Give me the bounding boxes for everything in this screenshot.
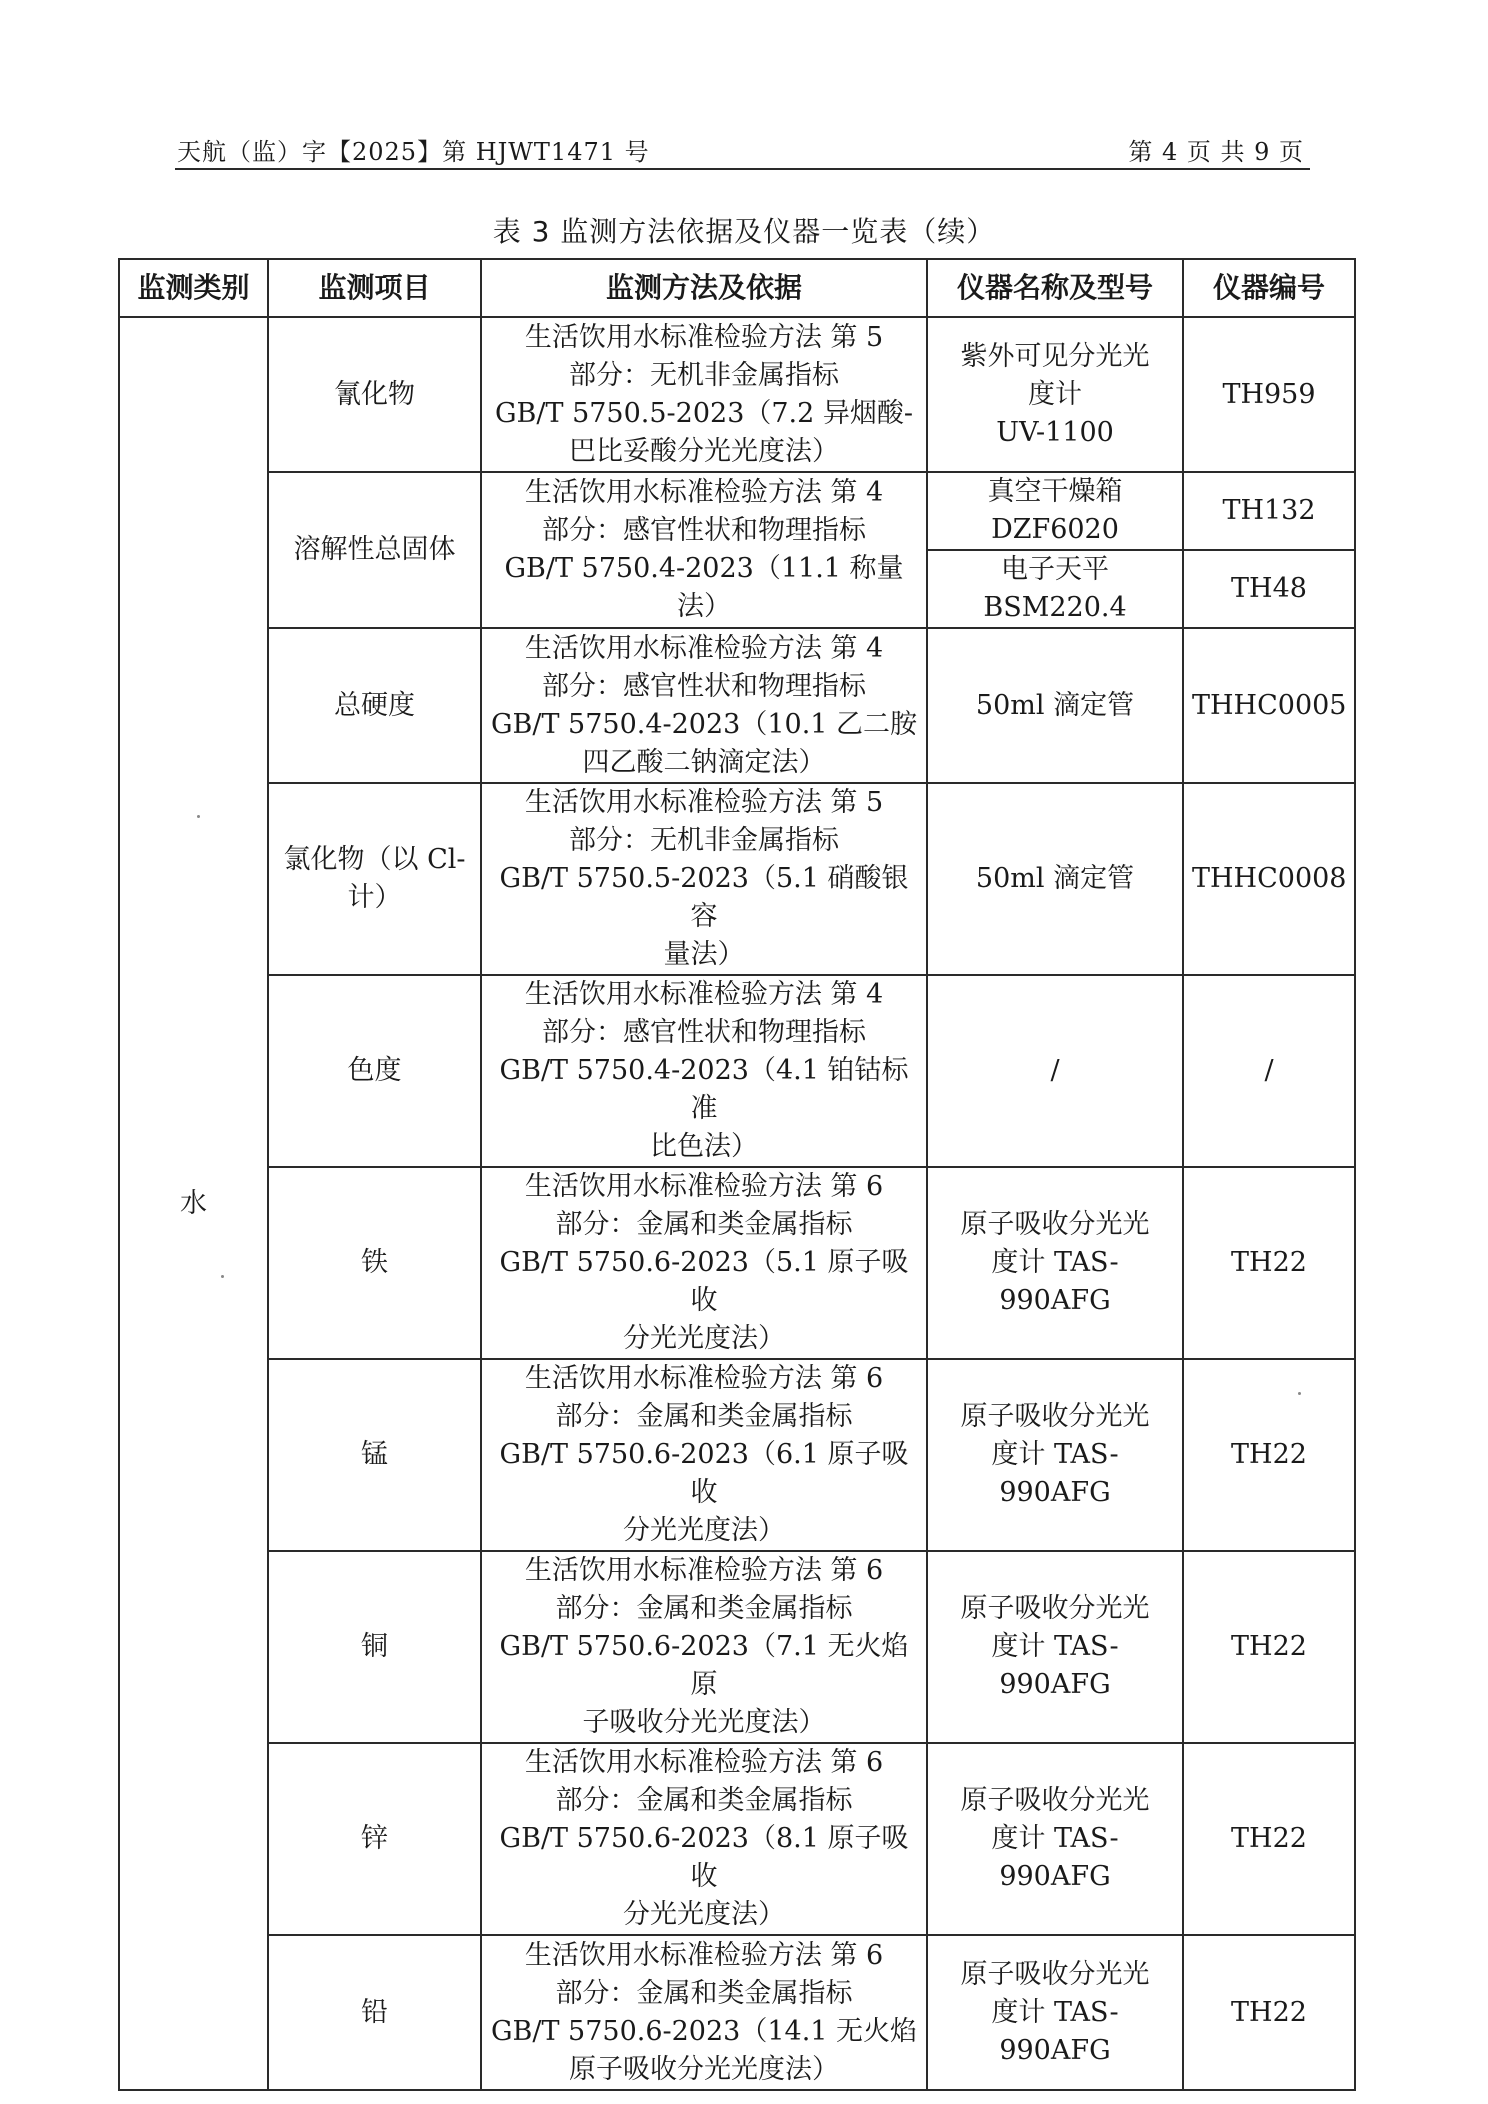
instrument-name-cell: 原子吸收分光光 度计 TAS-990AFG — [927, 1743, 1183, 1935]
table-row — [119, 1551, 1355, 1743]
method-cell: 生活饮用水标准检验方法 第 5 部分：无机非金属指标 GB/T 5750.5-2023（5.1 硝酸银容 量法） — [481, 783, 927, 975]
method-cell: 生活饮用水标准检验方法 第 6 部分：金属和类金属指标 GB/T 5750.6-2023（14.1 无火焰 原子吸收分光光度法） — [481, 1935, 927, 2090]
instrument-name-cell: / — [927, 975, 1183, 1167]
instrument-name-cell: 50ml 滴定管 — [927, 783, 1183, 975]
table-row — [119, 317, 1355, 472]
method-cell: 生活饮用水标准检验方法 第 4 部分：感官性状和物理指标 GB/T 5750.4-2023（11.1 称量法） — [481, 472, 927, 628]
method-cell: 生活饮用水标准检验方法 第 6 部分：金属和类金属指标 GB/T 5750.6-2023（7.1 无火焰原 子吸收分光光度法） — [481, 1551, 927, 1743]
item-cell: 铁 — [268, 1167, 481, 1359]
methods-table — [118, 258, 1356, 2091]
instrument-id-cell: TH959 — [1183, 317, 1355, 472]
table-row — [119, 783, 1355, 975]
instrument-name-cell: 原子吸收分光光 度计 TAS-990AFG — [927, 1359, 1183, 1551]
method-cell: 生活饮用水标准检验方法 第 4 部分：感官性状和物理指标 GB/T 5750.4-2023（10.1 乙二胺 四乙酸二钠滴定法） — [481, 628, 927, 783]
column-header: 监测项目 — [268, 259, 481, 317]
instrument-name-cell: 电子天平 BSM220.4 — [927, 550, 1183, 628]
method-cell: 生活饮用水标准检验方法 第 6 部分：金属和类金属指标 GB/T 5750.6-2023（5.1 原子吸收 分光光度法） — [481, 1167, 927, 1359]
item-cell: 锌 — [268, 1743, 481, 1935]
item-cell: 氯化物（以 Cl- 计） — [268, 783, 481, 975]
item-cell: 氰化物 — [268, 317, 481, 472]
table-row — [119, 1359, 1355, 1551]
method-cell: 生活饮用水标准检验方法 第 6 部分：金属和类金属指标 GB/T 5750.6-2023（6.1 原子吸收 分光光度法） — [481, 1359, 927, 1551]
instrument-id-cell: / — [1183, 975, 1355, 1167]
table-row — [119, 628, 1355, 783]
instrument-name-cell: 原子吸收分光光 度计 TAS-990AFG — [927, 1935, 1183, 2090]
scan-speck — [1298, 1392, 1301, 1395]
method-cell: 生活饮用水标准检验方法 第 4 部分：感官性状和物理指标 GB/T 5750.4-2023（4.1 铂钴标准 比色法） — [481, 975, 927, 1167]
table-row — [119, 472, 1355, 550]
column-header: 监测方法及依据 — [481, 259, 927, 317]
page-header — [175, 128, 1310, 170]
page-number: 第 4 页 共 9 页 — [1128, 138, 1304, 166]
scan-speck — [197, 815, 200, 818]
table-row — [119, 1167, 1355, 1359]
item-cell: 锰 — [268, 1359, 481, 1551]
instrument-name-cell: 原子吸收分光光 度计 TAS-990AFG — [927, 1551, 1183, 1743]
method-cell: 生活饮用水标准检验方法 第 5 部分：无机非金属指标 GB/T 5750.5-2023（7.2 异烟酸- 巴比妥酸分光光度法） — [481, 317, 927, 472]
instrument-id-cell: TH22 — [1183, 1359, 1355, 1551]
table-title: 表 3 监测方法依据及仪器一览表（续） — [492, 215, 996, 248]
column-header: 监测类别 — [119, 259, 268, 317]
instrument-id-cell: TH48 — [1183, 550, 1355, 628]
instrument-name-cell: 原子吸收分光光 度计 TAS-990AFG — [927, 1167, 1183, 1359]
item-cell: 铜 — [268, 1551, 481, 1743]
scan-speck — [221, 1275, 224, 1278]
instrument-id-cell: TH22 — [1183, 1935, 1355, 2090]
instrument-id-cell: TH22 — [1183, 1551, 1355, 1743]
instrument-id-cell: THHC0008 — [1183, 783, 1355, 975]
item-cell: 色度 — [268, 975, 481, 1167]
instrument-name-cell: 50ml 滴定管 — [927, 628, 1183, 783]
instrument-id-cell: TH22 — [1183, 1743, 1355, 1935]
instrument-id-cell: THHC0005 — [1183, 628, 1355, 783]
table-header-row — [119, 259, 1355, 317]
method-cell: 生活饮用水标准检验方法 第 6 部分：金属和类金属指标 GB/T 5750.6-2023（8.1 原子吸收 分光光度法） — [481, 1743, 927, 1935]
column-header: 仪器编号 — [1183, 259, 1355, 317]
item-cell: 铅 — [268, 1935, 481, 2090]
instrument-name-cell: 紫外可见分光光 度计 UV-1100 — [927, 317, 1183, 472]
report-number: 天航（监）字【2025】第 HJWT1471 号 — [177, 138, 650, 166]
table-row — [119, 1935, 1355, 2090]
column-header: 仪器名称及型号 — [927, 259, 1183, 317]
instrument-id-cell: TH22 — [1183, 1167, 1355, 1359]
table-row — [119, 975, 1355, 1167]
item-cell: 溶解性总固体 — [268, 472, 481, 628]
item-cell: 总硬度 — [268, 628, 481, 783]
instrument-name-cell: 真空干燥箱 DZF6020 — [927, 472, 1183, 550]
table-row — [119, 1743, 1355, 1935]
category-cell: 水 — [119, 317, 268, 2090]
instrument-id-cell: TH132 — [1183, 472, 1355, 550]
